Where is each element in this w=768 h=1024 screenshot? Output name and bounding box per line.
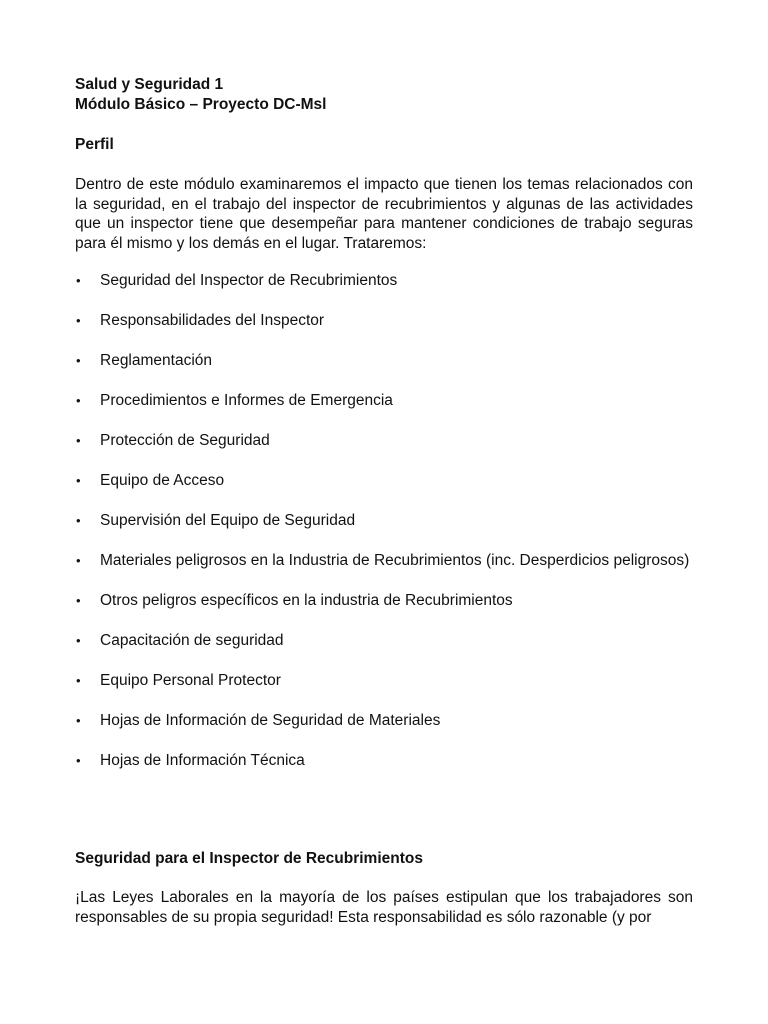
section-paragraph: ¡Las Leyes Laborales en la mayoría de los países estipulan que los trabajadores son responsables de su propia seguridad! Esta responsabilidad es sólo razonable (y por [75, 889, 693, 926]
intro-paragraph: Dentro de este módulo examinaremos el impacto que tienen los temas relacionados con la seguridad, en el trabajo del inspector de recubrimientos y algunas de las actividades que un inspector tiene que desempeñar para mantener condiciones de trabajo seguras para él mismo y los demás en el lugar. Trataremos: [75, 176, 693, 252]
list-item: • Hojas de Información Técnica [76, 752, 305, 769]
list-item: • Reglamentación [76, 352, 213, 369]
list-item: • Equipo Personal Protector [76, 672, 281, 689]
section-heading-seguridad: Seguridad para el Inspector de Recubrimientos [75, 850, 423, 867]
bullet-icon: • [76, 513, 81, 528]
bullet-icon: • [76, 473, 81, 488]
list-item: • Supervisión del Equipo de Seguridad [76, 512, 356, 529]
document-subtitle: Módulo Básico – Proyecto DC-Msl [75, 96, 327, 113]
list-item: • Seguridad del Inspector de Recubrimientos [76, 272, 398, 289]
bullet-icon: • [76, 273, 81, 288]
list-item: • Equipo de Acceso [76, 472, 225, 489]
bullet-icon: • [76, 433, 81, 448]
document-title: Salud y Seguridad 1 [75, 76, 224, 93]
bullet-icon: • [76, 633, 81, 648]
list-item: • Materiales peligrosos en la Industria de Recubrimientos (inc. Desperdicios peligrosos) [76, 552, 690, 569]
bullet-icon: • [76, 593, 81, 608]
list-item: • Procedimientos e Informes de Emergencia [76, 392, 393, 409]
bullet-icon: • [76, 393, 81, 408]
bullet-icon: • [76, 353, 81, 368]
bullet-icon: • [76, 313, 81, 328]
bullet-icon: • [76, 673, 81, 688]
list-item: • Responsabilidades del Inspector [76, 312, 325, 329]
list-item: • Protección de Seguridad [76, 432, 270, 449]
bullet-icon: • [76, 553, 81, 568]
bullet-icon: • [76, 713, 81, 728]
list-item: • Capacitación de seguridad [76, 632, 284, 649]
list-item: • Hojas de Información de Seguridad de Materiales [76, 712, 441, 729]
section-heading-perfil: Perfil [75, 136, 114, 153]
topics-list [75, 271, 693, 791]
list-item: • Otros peligros específicos en la industria de Recubrimientos [76, 592, 513, 609]
bullet-icon: • [76, 753, 81, 768]
